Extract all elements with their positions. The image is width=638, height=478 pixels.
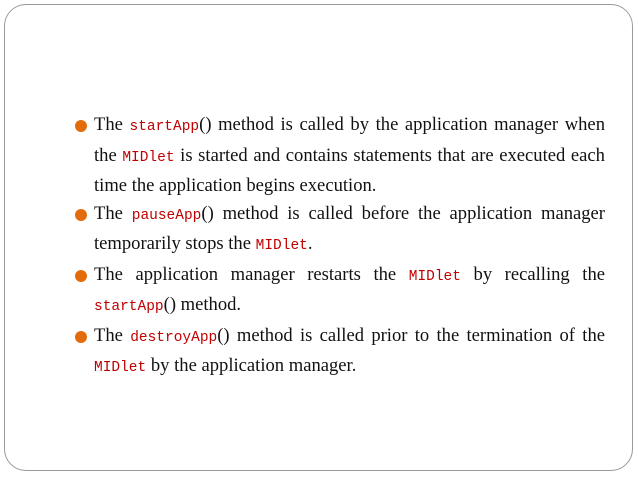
bullet-text: by the application manager. <box>146 355 357 376</box>
slide-frame <box>4 4 633 471</box>
bullet-text: The <box>94 114 130 135</box>
bullet-item-startapp <box>75 111 605 200</box>
code-term: startApp <box>129 119 200 135</box>
bullet-item-pauseapp <box>75 200 605 261</box>
bullet-text: . <box>307 233 313 254</box>
bullet-text: The application manager restarts the <box>94 263 409 285</box>
bullet-dot-icon <box>75 270 87 282</box>
code-term: pauseApp <box>131 207 202 224</box>
code-term: MIDlet <box>94 360 147 376</box>
code-term: MIDlet <box>255 238 308 254</box>
bullet-dot-icon <box>75 209 87 221</box>
bullet-text: The <box>94 202 132 224</box>
bullet-text: () method. <box>163 294 242 315</box>
bullet-text: () method is called before the application manager temporarily stops the <box>94 202 605 254</box>
bullet-dot-icon <box>75 120 87 132</box>
bullet-item-restart <box>75 261 605 322</box>
bullet-text: () method is called by the application manager when the <box>94 114 605 166</box>
slide-body <box>75 111 605 383</box>
code-term: startApp <box>94 299 164 315</box>
code-term: MIDlet <box>122 149 175 166</box>
bullet-item-destroyapp <box>75 322 605 383</box>
bullet-text: () method is called prior to the termination of the <box>217 324 605 346</box>
bullet-text: by recalling the <box>460 263 606 285</box>
bullet-dot-icon <box>75 331 87 343</box>
bullet-text: is started and contains statements that are executed each time the application begins execution. <box>94 144 605 196</box>
bullet-text: The <box>94 324 131 346</box>
code-term: MIDlet <box>408 268 461 285</box>
code-term: destroyApp <box>130 329 218 346</box>
